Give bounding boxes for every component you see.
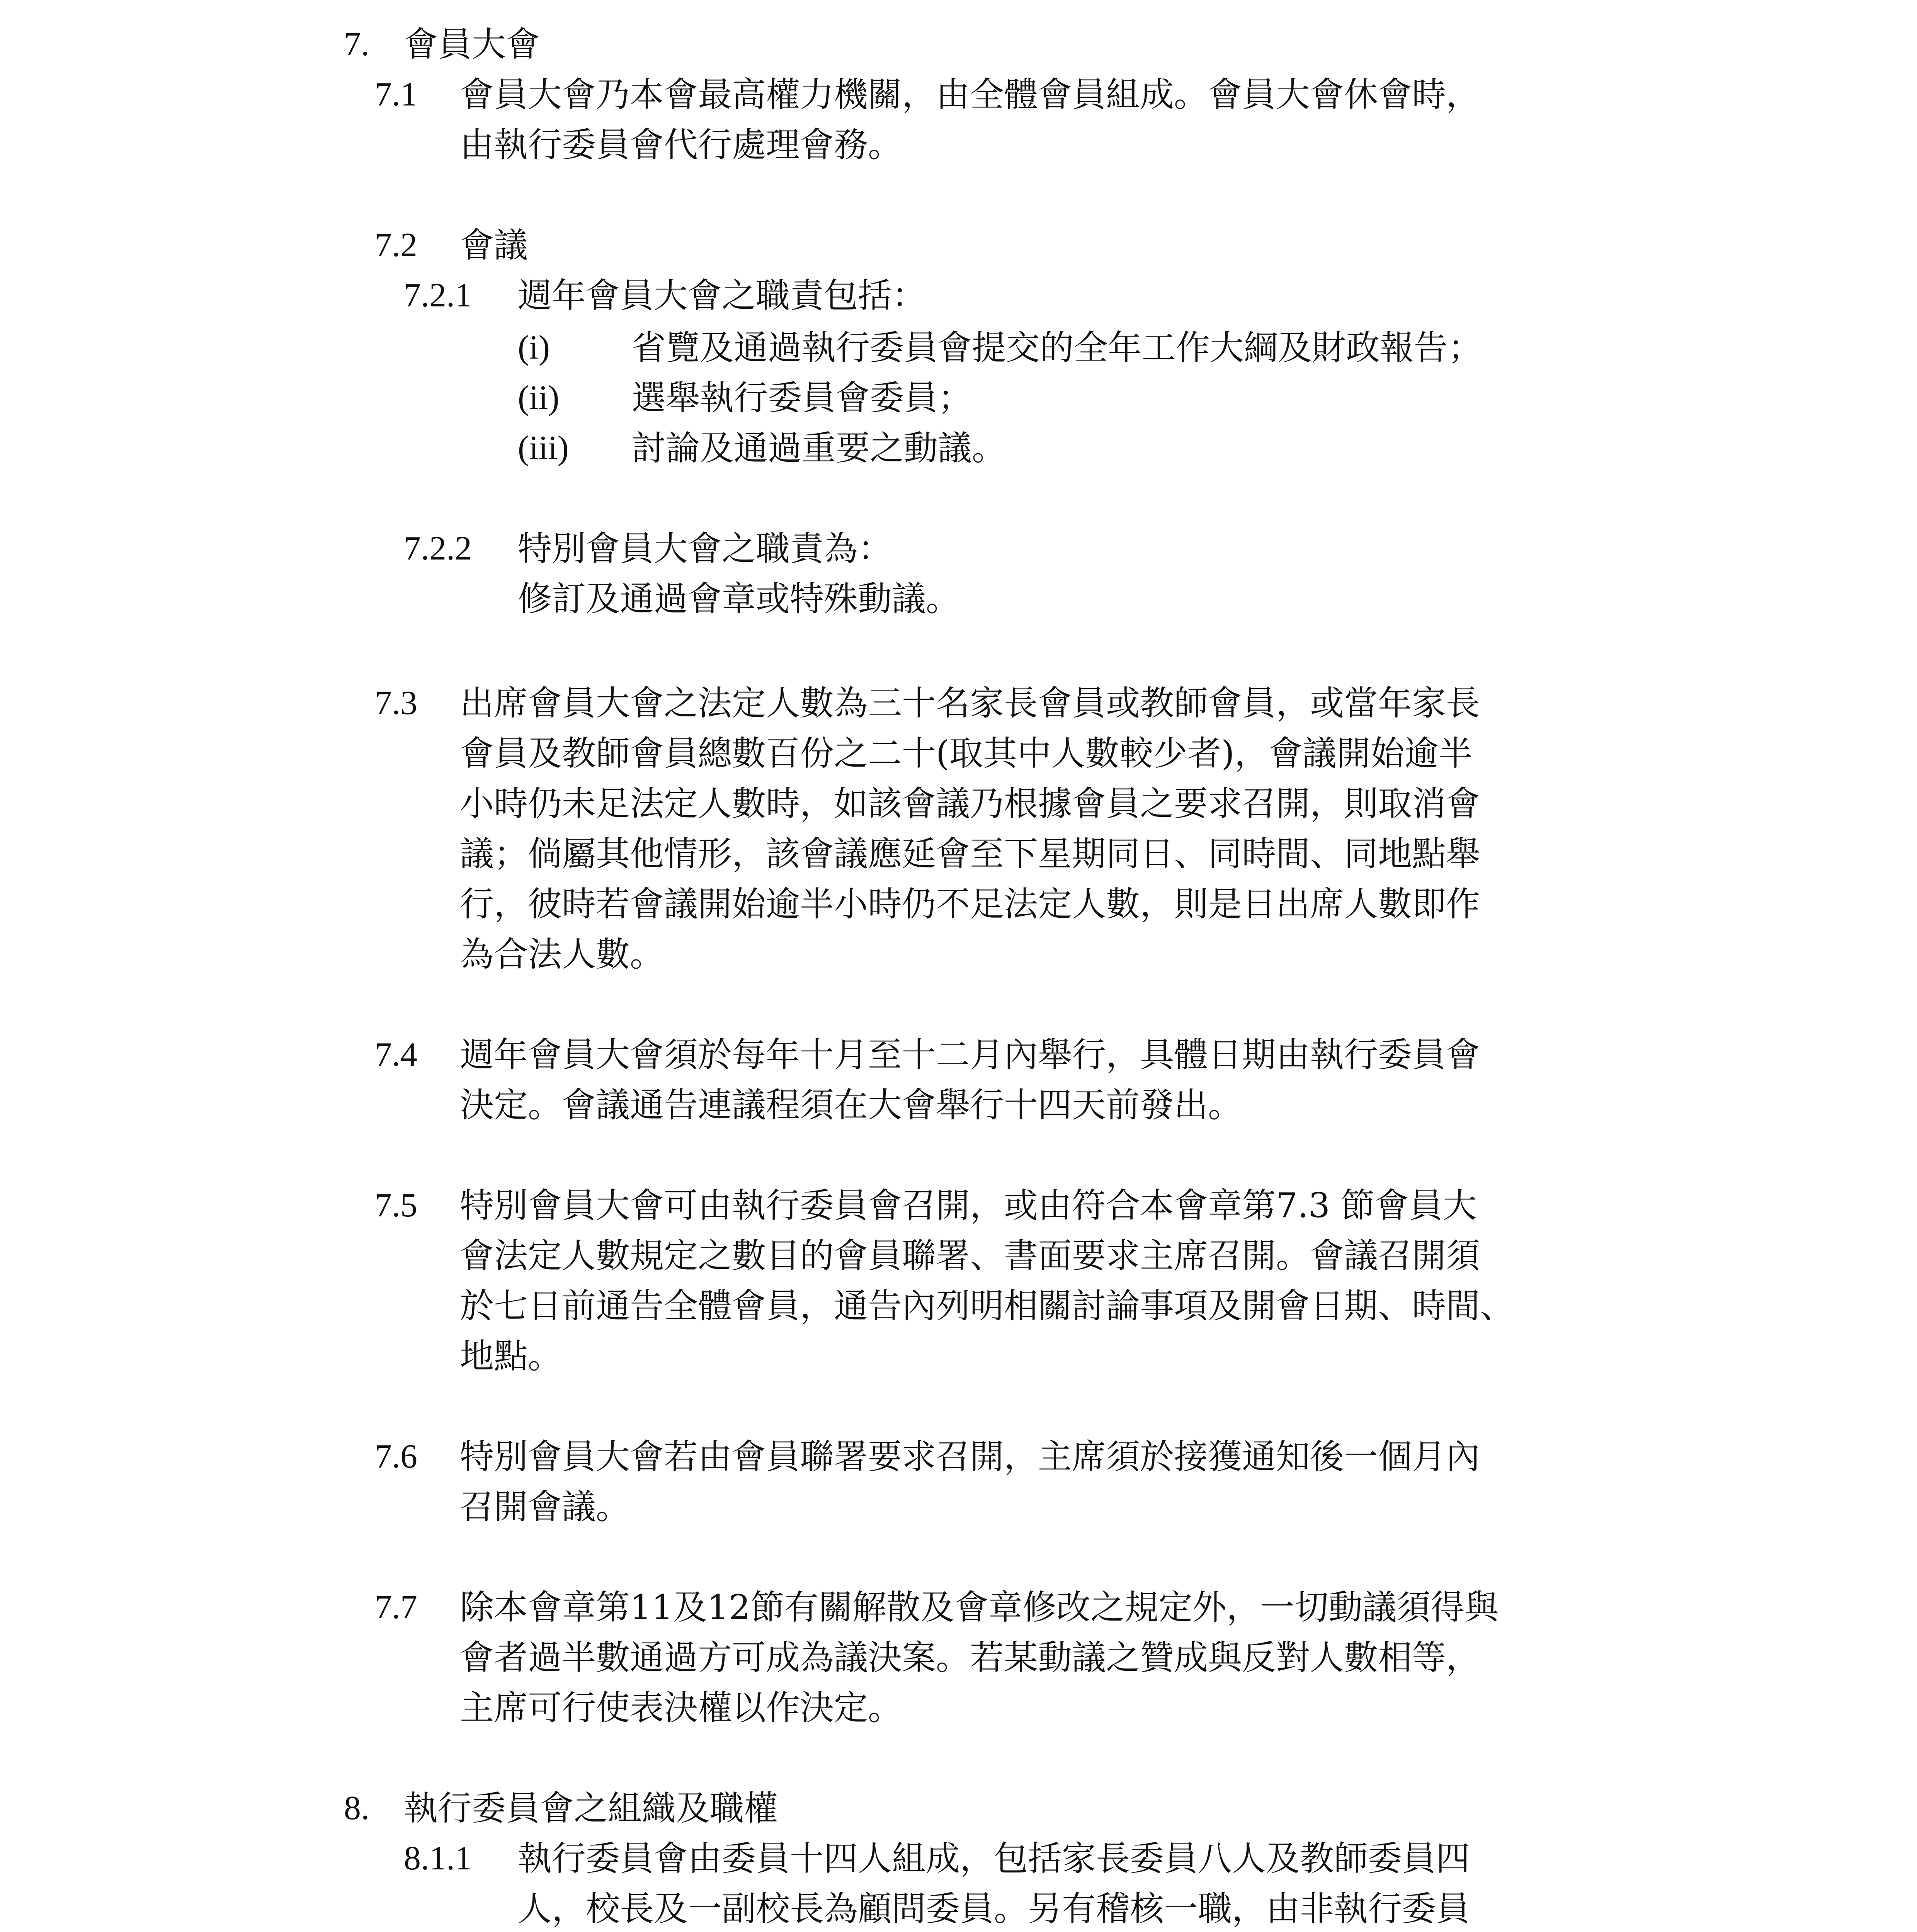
list-item-i: 省覽及通過執行委員會提交的全年工作大綱及財政報告； [632,328,1482,367]
item-7-5-line-4: 地點。 [460,1336,562,1376]
section-8-number: 8. [344,1789,369,1827]
item-7-5-line-2: 會法定人數規定之數目的會員聯署、書面要求主席召開。會議召開須 [460,1236,1480,1276]
item-7-3-line-6: 為合法人數。 [460,934,664,974]
item-7-3-line-5: 行，彼時若會議開始逾半小時仍不足法定人數，則是日出席人數即作 [460,884,1480,924]
item-7-2-title: 會議 [460,225,528,265]
list-marker-iii: (iii) [518,429,569,467]
section-8-title: 執行委員會之組織及職權 [404,1788,778,1828]
item-7-2-2-number: 7.2.2 [404,530,472,567]
item-7-6-number: 7.6 [375,1438,417,1475]
item-7-1-line-1: 會員大會乃本會最高權力機關，由全體會員組成。會員大會休會時， [460,75,1480,114]
item-7-7-line-1: 除本會章第11及12節有關解散及會章修改之規定外，一切動議須得與 [460,1587,1499,1627]
item-7-2-number: 7.2 [375,226,417,264]
item-7-3-line-3: 小時仍未足法定人數時，如該會議乃根據會員之要求召開，則取消會 [460,784,1480,823]
list-marker-ii: (ii) [518,379,560,417]
list-item-ii: 選舉執行委員會委員； [632,378,972,418]
list-item-iii: 討論及通過重要之動議。 [632,428,1006,468]
item-7-4-line-2: 決定。會議通告連議程須在大會舉行十四天前發出。 [460,1085,1242,1125]
item-7-3-number: 7.3 [375,684,417,722]
item-7-3-line-4: 議；倘屬其他情形，該會議應延會至下星期同日、同時間、同地點舉 [460,834,1480,874]
item-8-1-1-number: 8.1.1 [404,1840,472,1877]
item-7-1-number: 7.1 [375,76,417,113]
item-7-6-line-1: 特別會員大會若由會員聯署要求召開，主席須於接獲通知後一個月內 [460,1437,1480,1476]
item-7-2-1-number: 7.2.1 [404,277,472,314]
list-marker-i: (i) [518,329,550,366]
item-7-7-line-3: 主席可行使表決權以作決定。 [460,1688,902,1728]
item-7-4-line-1: 週年會員大會須於每年十月至十二月內舉行，具體日期由執行委員會 [460,1035,1480,1075]
item-7-1-line-2: 由執行委員會代行處理會務。 [460,125,902,165]
item-7-3-line-2: 會員及教師會員總數百份之二十(取其中人數較少者)，會議開始逾半 [460,733,1473,773]
item-8-1-1-line-2: 人，校長及一副校長為顧問委員。另有稽核一職，由非執行委員 [518,1889,1470,1929]
section-7-number: 7. [344,26,369,63]
item-7-7-line-2: 會者過半數通過方可成為議決案。若某動議之贊成與反對人數相等， [460,1638,1480,1677]
item-7-7-number: 7.7 [375,1588,417,1626]
item-7-4-number: 7.4 [375,1036,417,1073]
item-7-5-line-1: 特別會員大會可由執行委員會召開，或由符合本會章第7.3 節會員大 [460,1185,1477,1225]
item-7-2-2-title: 特別會員大會之職責為： [518,529,892,568]
item-8-1-1-line-1: 執行委員會由委員十四人組成，包括家長委員八人及教師委員四 [518,1838,1470,1878]
section-7-title: 會員大會 [404,24,540,64]
item-7-6-line-2: 召開會議。 [460,1487,630,1527]
item-7-5-number: 7.5 [375,1187,417,1224]
item-7-5-line-3: 於七日前通告全體會員，通告內列明相關討論事項及開會日期、時間、 [460,1286,1514,1326]
item-7-2-1-title: 週年會員大會之職責包括： [518,276,926,315]
item-7-3-line-1: 出席會員大會之法定人數為三十名家長會員或教師會員，或當年家長 [460,683,1480,723]
item-7-2-2-line-1: 修訂及通過會章或特殊動議。 [518,579,960,619]
